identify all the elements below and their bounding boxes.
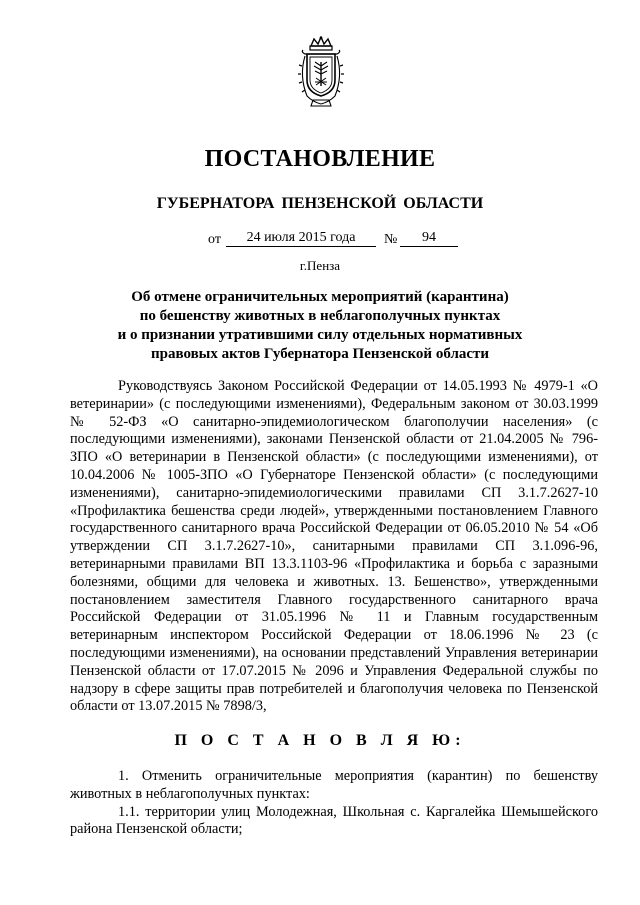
- item-1-1: 1.1. территории улиц Молодежная, Школьная с. Каргалейка Шемышейского района Пензенской области;: [70, 803, 598, 838]
- number-prefix: №: [384, 232, 398, 247]
- heading-line: правовых актов Губернатора Пензенской области: [150, 346, 490, 362]
- decree-items: [70, 768, 598, 839]
- date-prefix: от: [208, 232, 221, 247]
- decree-word: П О С Т А Н О В Л Я Ю:: [174, 732, 466, 749]
- coat-of-arms-icon: [297, 36, 345, 108]
- date-number-line: [0, 230, 640, 250]
- document-title: ПОСТАНОВЛЕНИЕ: [204, 146, 436, 172]
- heading-line: и о признании утратившими силу отдельных нормативных: [117, 327, 523, 343]
- document-date: 24 июля 2015 года: [226, 230, 376, 247]
- preamble-paragraph: Руководствуясь Законом Российской Федерации от 14.05.1993 № 4979-1 «О ветеринарии» (с последующими изменениями), Федеральным законом от 30.03.1999 № 52-ФЗ «О санитарно-эпидемиологическом благополучии населения» (с последующими изменениями), законами Пензенской области от 21.04.2005 № 796-ЗПО «О ветеринарии в Пензенской области» (с последующими изменениями), от 10.04.2006 № 1005-ЗПО «О Губернаторе Пензенской области» (с последующими изменениями), санитарно-эпидемиологическими правилами СП 3.1.7.2627-10 «Профилактика бешенства среди людей», утвержденными постановлением Главного государственного санитарного врача Российской Федерации от 06.05.2010 № 54 «Об утверждении СП 3.1.7.2627-10», санитарными правилами СП 3.1.096-96, ветеринарными правилами ВП 13.3.1103-96 «Профилактика и борьба с заразными болезнями, общими для человека и животных. 13. Бешенство», утвержденными постановлением заместителя Главного государственного санитарного врача Российской Федерации от 31.05.1996 № 11 и Главным государственным ветеринарным инспектором Российской Федерации от 18.06.1996 № 23 (с последующими изменениями), на основании представлений Управления ветеринарии Пензенской области от 17.07.2015 № 2096 и Управления Федеральной службы по надзору в сфере защиты прав потребителей и благополучия человека по Пензенской области от 13.07.2015 № 7898/3,: [70, 378, 598, 715]
- heading-line: Об отмене ограничительных мероприятий (карантина): [131, 289, 509, 305]
- city-label: г.Пенза: [299, 258, 341, 273]
- heading-line: по бешенству животных в неблагополучных пунктах: [139, 308, 501, 324]
- item-1: 1. Отменить ограничительные мероприятия (карантин) по бешенству животных в неблагополучных пунктах:: [70, 768, 598, 802]
- issuer-title: ГУБЕРНАТОРА ПЕНЗЕНСКОЙ ОБЛАСТИ: [156, 195, 484, 212]
- document-number: 94: [400, 230, 458, 247]
- preamble-section: [70, 378, 598, 716]
- document-heading: [100, 288, 540, 364]
